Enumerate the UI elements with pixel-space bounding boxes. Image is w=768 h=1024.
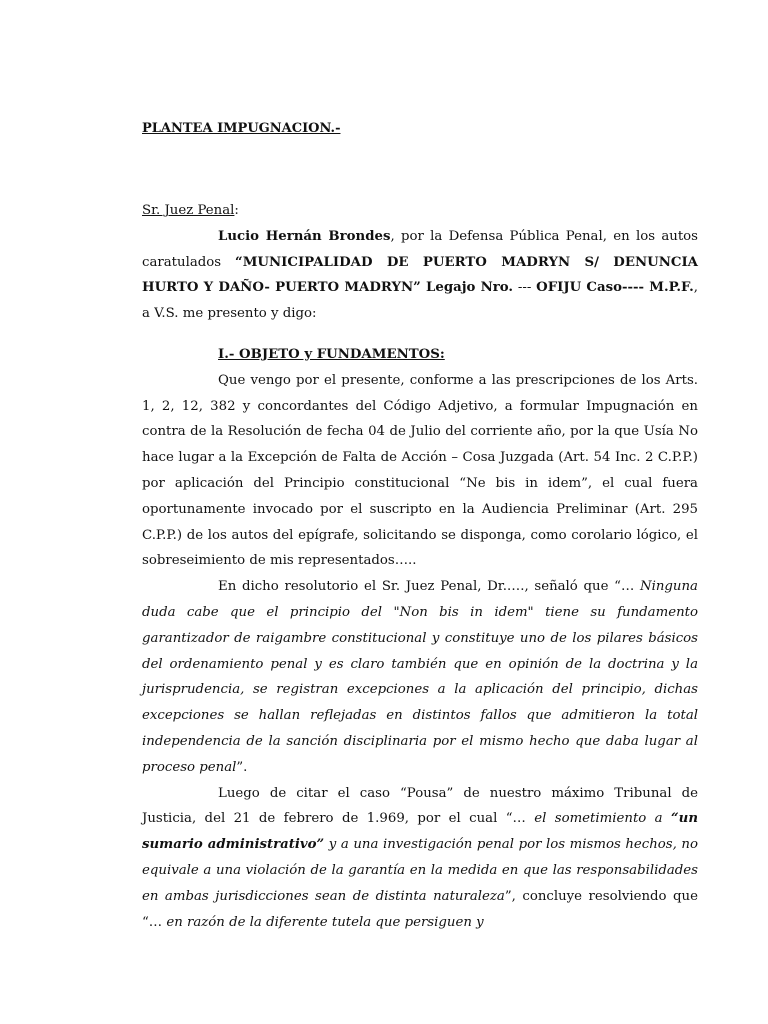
pousa-quote-2: y a una investigación penal por los mismos hechos, no equivale a una violación de la garantía en la medida en que las responsabilidades en ambas jurisdicciones sean de distinta naturaleza (142, 837, 698, 904)
section-title-objeto: I.- OBJETO y FUNDAMENTOS: (218, 346, 445, 362)
pousa-quote-bold: “un sumario administrativo” (142, 811, 698, 853)
pousa-mid: ”, concluye resolviendo que “… (142, 888, 698, 930)
resolutorio-end: ”. (236, 759, 248, 775)
paragraph-impugnacion: Que vengo por el presente, conforme a las prescripciones de los Arts. 1, 2, 12, 382 y concordantes del Código Adjetivo, a formular Impugnación en contra de la Resolución de fecha 04 de Julio del corriente año, por la que Usía No hace lugar a la Excepción de Falta de Acción – Cosa Juzgada (Art. 54 Inc. 2 C.P.P.) por aplicación del Principio constitucional “Ne bis in idem”, el cual fuera oportunamente invocado por el suscripto en la Audiencia Preliminar (Art. 295 C.P.P.) de los autos del epígrafe, solicitando se disponga, como corolario lógico, el sobreseimiento de mis representados….. (142, 372, 698, 569)
case-title: “MUNICIPALIDAD DE PUERTO MADRYN S/ DENUNCIA HURTO Y DAÑO- PUERTO MADRYN” Legajo Nro. (142, 254, 698, 296)
resolutorio-quote: Ninguna duda cabe que el principio del "Non bis in idem" tiene su fundamento garantizador de raigambre constitucional y constituye uno de los pilares básicos del ordenamiento penal y es claro también que en opinión de la doctrina y la jurisprudencia, se registran excepciones a la aplicación del principio, dichas excepciones se hallan reflejadas en distintos fallos que admitieron la total independencia de la sanción disciplinaria por el mismo hecho que daba lugar al proceso penal (142, 579, 698, 775)
pousa-quote-3: en razón de la diferente tutela que persiguen y (166, 914, 484, 930)
resolutorio-lead: En dicho resolutorio el Sr. Juez Penal, Dr.…., señaló que “… (218, 579, 635, 595)
salutation-text: Sr. Juez Penal (142, 203, 235, 218)
intro-text-2: --- (513, 280, 537, 296)
document-heading: PLANTEA IMPUGNACION.- (142, 121, 341, 136)
ofiju-reference: OFIJU Caso---- M.P.F. (536, 280, 694, 296)
intro-text-3: , a V.S. me presento y digo: (142, 280, 698, 322)
lawyer-name: Lucio Hernán Brondes (218, 228, 391, 244)
paragraph-pousa (142, 781, 698, 936)
pousa-quote-1: el sometimiento a (534, 811, 671, 827)
paragraph-resolutorio (142, 574, 698, 780)
intro-paragraph (142, 224, 698, 327)
intro-text-1: , por la Defensa Pública Penal, en los autos caratulados (142, 228, 698, 270)
document-body (142, 198, 698, 935)
pousa-lead: Luego de citar el caso “Pousa” de nuestro máximo Tribunal de Justicia, del 21 de febrero de 1.969, por el cual “… (142, 785, 698, 827)
salutation-colon: : (234, 203, 239, 218)
salutation (142, 198, 698, 224)
